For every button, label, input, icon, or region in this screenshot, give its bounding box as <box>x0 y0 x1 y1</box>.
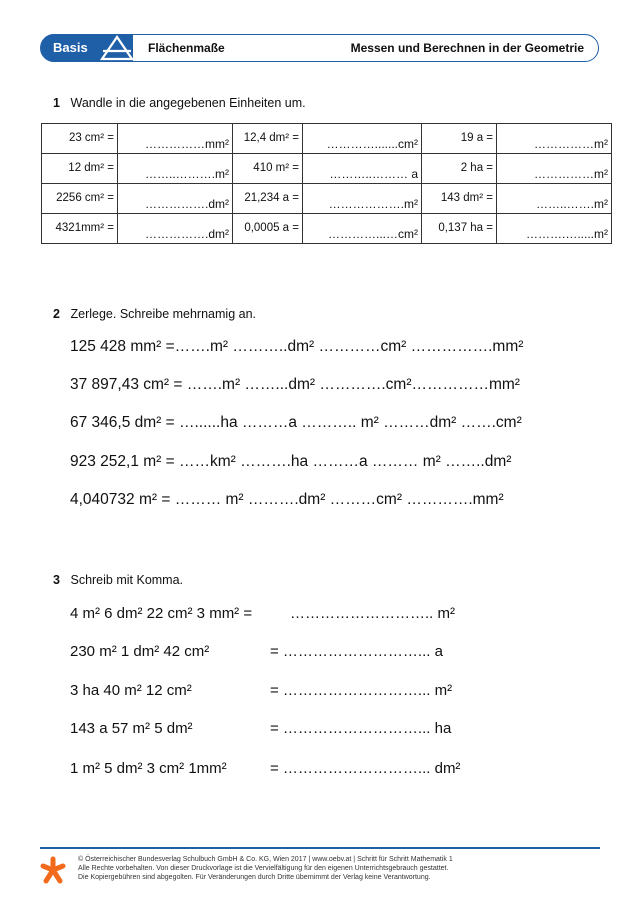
answer-field[interactable]: ……………m² <box>497 154 612 184</box>
answer-field[interactable]: ……………m² <box>497 124 612 154</box>
table-row <box>42 214 612 244</box>
conversion-label: 12 dm² = <box>42 154 118 184</box>
decompose-exercise-line[interactable]: 67 346,5 dm² = …......ha ………a ……….. m² ………dm² …….cm² <box>70 414 522 431</box>
conversion-label: 410 m² = <box>233 154 303 184</box>
answer-field[interactable]: ………….......cm² <box>303 124 422 154</box>
decimal-exercise-term: 230 m² 1 dm² 42 cm² <box>70 643 210 660</box>
conversion-label: 19 a = <box>422 124 497 154</box>
conversion-label: 12,4 dm² = <box>233 124 303 154</box>
copyright-notice <box>78 855 453 882</box>
decompose-exercise-line[interactable]: 37 897,43 cm² = …….m² ……...dm² ………….cm²……………mm² <box>70 376 520 393</box>
decimal-answer-field[interactable]: = ………………………... dm² <box>270 760 461 777</box>
conversion-label: 4321mm² = <box>42 214 118 244</box>
table-row <box>42 184 612 214</box>
decimal-exercise-term: 4 m² 6 dm² 22 cm² 3 mm² = <box>70 605 253 622</box>
conversion-label: 0,0005 a = <box>233 214 303 244</box>
task-instruction: Zerlege. Schreibe mehrnamig an. <box>70 307 256 321</box>
decimal-exercise-term: 1 m² 5 dm² 3 cm² 1mm² <box>70 760 227 777</box>
decimal-answer-field[interactable]: = ………………………... m² <box>270 682 453 699</box>
footer-divider <box>40 847 600 849</box>
decimal-answer-field[interactable]: ……………………….. m² <box>290 605 455 622</box>
publisher-star-logo-icon <box>40 856 66 884</box>
task-instruction: Schreib mit Komma. <box>70 573 184 587</box>
task-2-heading <box>53 307 256 321</box>
decimal-answer-field[interactable]: = ………………………... ha <box>270 720 452 737</box>
triangle-logo-icon <box>99 34 135 62</box>
table-row <box>42 124 612 154</box>
decompose-exercise-line[interactable]: 4,040732 m² = ……… m² ……….dm² ………cm² ………….mm² <box>70 491 504 508</box>
conversion-label: 0,137 ha = <box>422 214 497 244</box>
decimal-exercise-term: 3 ha 40 m² 12 cm² <box>70 682 192 699</box>
conversion-label: 23 cm² = <box>42 124 118 154</box>
table-row <box>42 154 612 184</box>
basis-label: Basis <box>53 40 88 55</box>
task-3-heading <box>53 573 183 587</box>
decompose-exercise-line[interactable]: 125 428 mm² =…….m² ………..dm² …………cm² …………….mm² <box>70 338 524 355</box>
answer-field[interactable]: ……………….m² <box>303 184 422 214</box>
answer-field[interactable]: …………...…cm² <box>303 214 422 244</box>
conversion-label: 2 ha = <box>422 154 497 184</box>
answer-field[interactable]: ……..…….m² <box>497 184 612 214</box>
task-number: 3 <box>53 573 60 587</box>
basis-badge <box>41 34 133 62</box>
task-instruction: Wandle in die angegebenen Einheiten um. <box>70 96 306 110</box>
answer-field[interactable]: …………….dm² <box>118 214 233 244</box>
task-number: 2 <box>53 307 60 321</box>
copyright-line: Alle Rechte vorbehalten. Von dieser Druckvorlage ist die Vervielfältigung für den eigenen Unterrichtsgebrauch gestattet. <box>78 865 449 872</box>
answer-field[interactable]: ……….….....m² <box>497 214 612 244</box>
conversion-label: 2256 cm² = <box>42 184 118 214</box>
answer-field[interactable]: …………….dm² <box>118 184 233 214</box>
decimal-exercise-term: 143 a 57 m² 5 dm² <box>70 720 193 737</box>
task-1-heading <box>53 96 306 110</box>
answer-field[interactable]: ……..……….m² <box>118 154 233 184</box>
page-header <box>40 34 599 62</box>
decompose-exercise-line[interactable]: 923 252,1 m² = ……km² ……….ha ………a ……… m² ……..dm² <box>70 453 512 470</box>
chapter-title: Messen und Berechnen in der Geometrie <box>350 41 584 55</box>
copyright-line: © Österreichischer Bundesverlag Schulbuch GmbH & Co. KG, Wien 2017 | www.oebv.at | Schritt für Schritt Mathematik 1 <box>78 856 453 863</box>
decimal-answer-field[interactable]: = ………………………... a <box>270 643 443 660</box>
answer-field[interactable]: ……………mm² <box>118 124 233 154</box>
copyright-line: Die Kopiergebühren sind abgegolten. Für Veränderungen durch Dritte übernimmt der Verlag keine Verantwortung. <box>78 874 431 881</box>
conversion-table <box>41 123 612 244</box>
conversion-label: 21,234 a = <box>233 184 303 214</box>
worksheet-topic: Flächenmaße <box>148 41 225 55</box>
task-number: 1 <box>53 96 60 110</box>
answer-field[interactable]: ………..……… a <box>303 154 422 184</box>
conversion-label: 143 dm² = <box>422 184 497 214</box>
